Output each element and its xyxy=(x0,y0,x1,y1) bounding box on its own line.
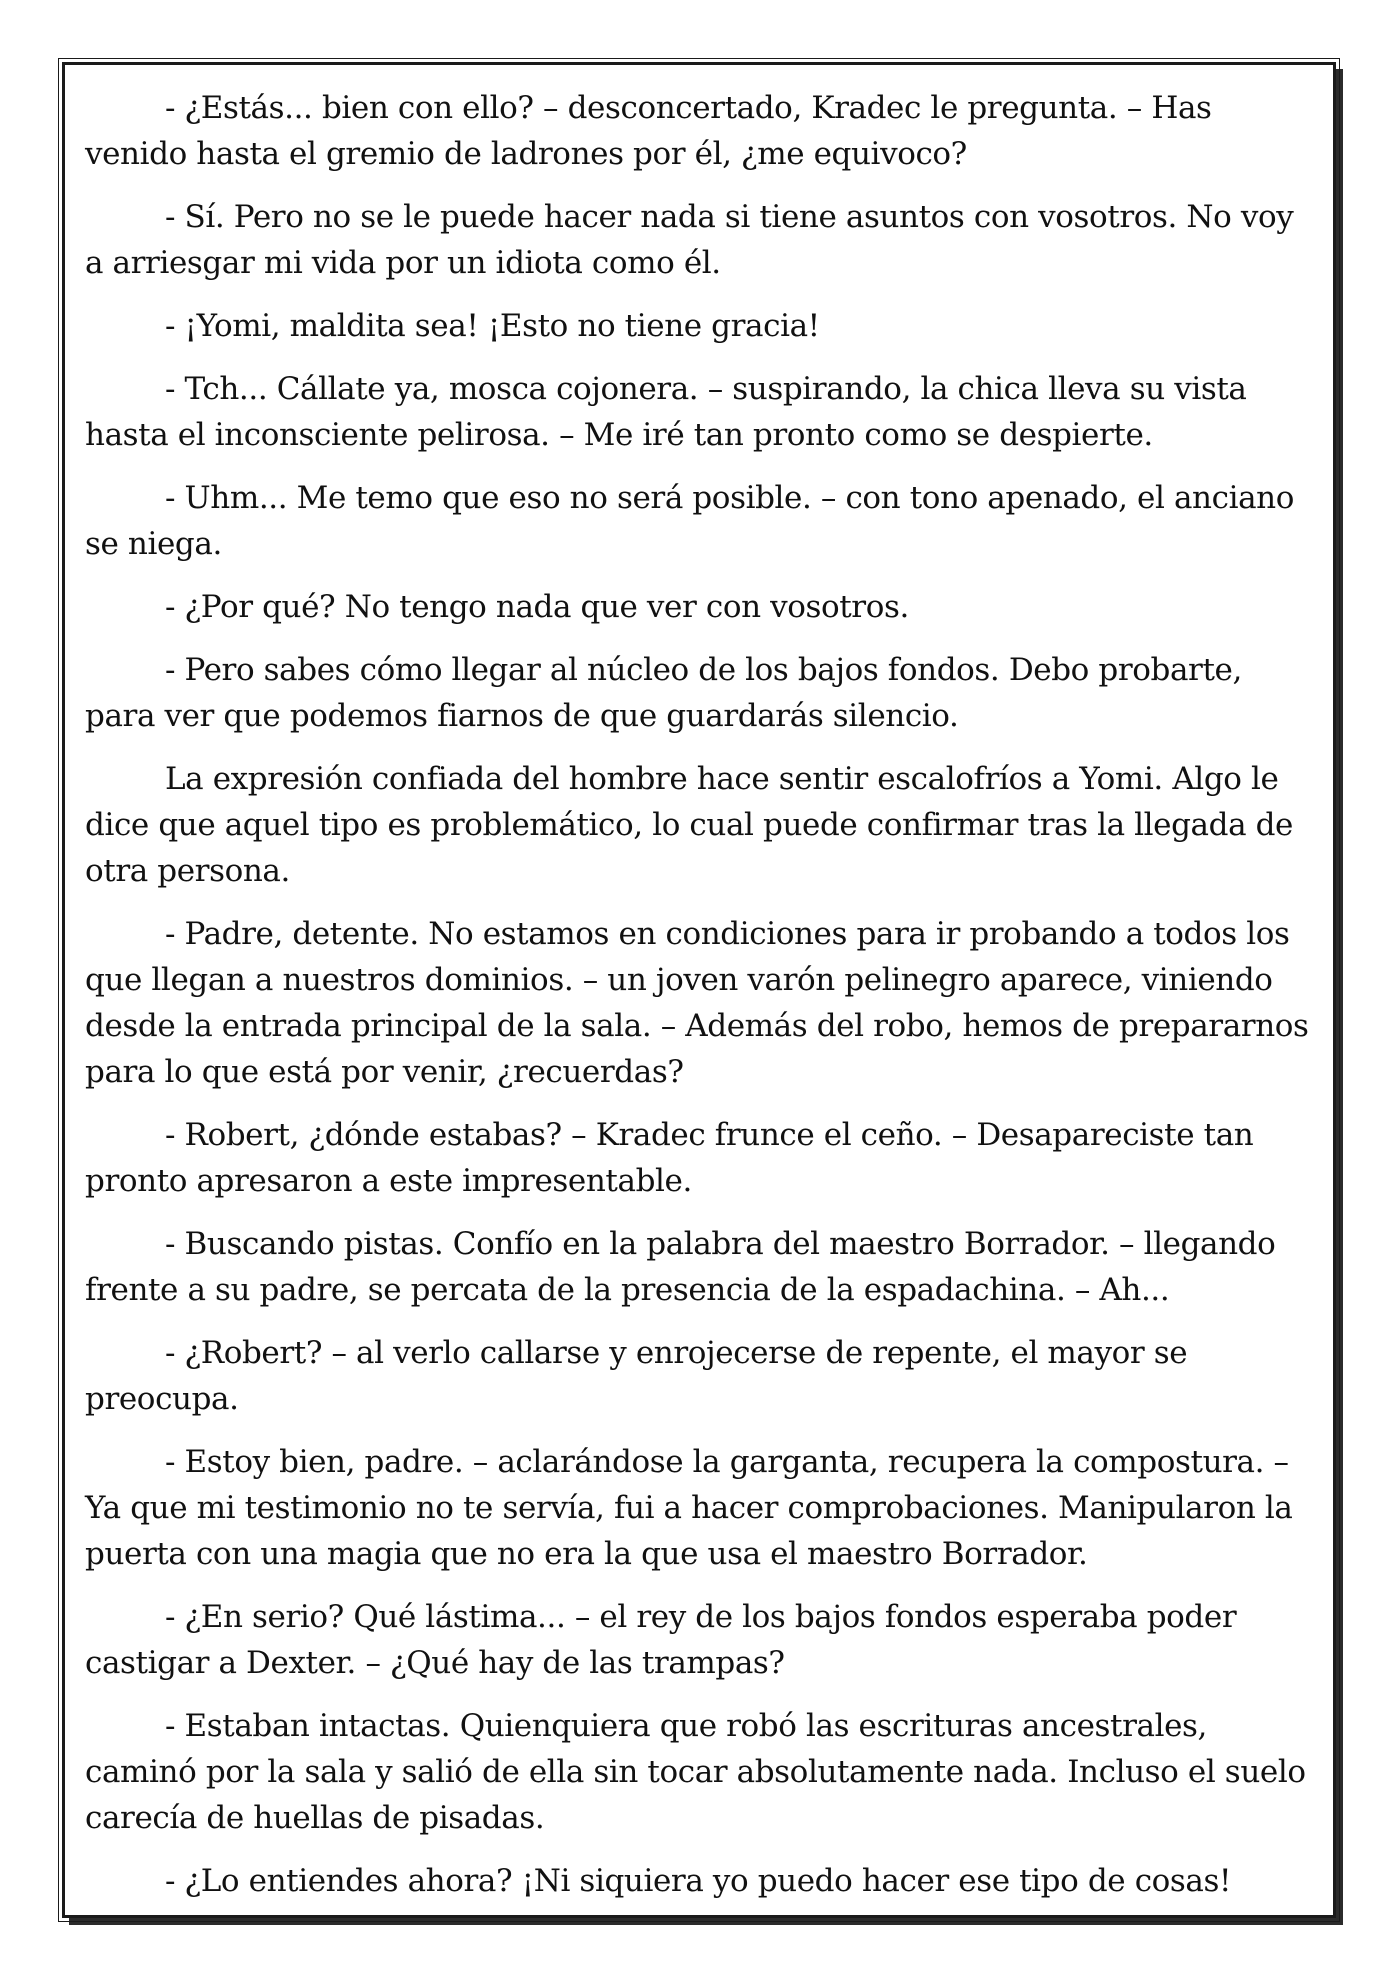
paragraph: - Uhm... Me temo que eso no será posible. – con tono apenado, el anciano se niega. xyxy=(85,480,1294,562)
paragraph: - ¿Robert? – al verlo callarse y enrojecerse de repente, el mayor se preocupa. xyxy=(85,1335,1188,1417)
paragraph: - Pero sabes cómo llegar al núcleo de los bajos fondos. Debo probarte, para ver que podemos fiarnos de que guardarás silencio. xyxy=(85,652,1242,734)
paragraph: - Estoy bien, padre. – aclarándose la garganta, recupera la compostura. – Ya que mi testimonio no te servía, fui a hacer comprobaciones. Manipularon la puerta con una magia que no era la que usa el maestro Borrador. xyxy=(85,1444,1293,1572)
paragraph: - ¿Estás... bien con ello? – desconcertado, Kradec le pregunta. – Has venido hasta el gremio de ladrones por él, ¿me equivoco? xyxy=(85,90,1212,172)
paragraph: - Sí. Pero no se le puede hacer nada si tiene asuntos con vosotros. No voy a arriesgar mi vida por un idiota como él. xyxy=(85,199,1294,281)
paragraph: - Robert, ¿dónde estabas? – Kradec frunce el ceño. – Desapareciste tan pronto apresaron a este impresentable. xyxy=(85,1117,1254,1199)
paragraph: - ¡Yomi, maldita sea! ¡Esto no tiene gracia! xyxy=(165,308,820,344)
page-frame xyxy=(62,62,1336,1918)
paragraph: - Estaban intactas. Quienquiera que robó las escrituras ancestrales, caminó por la sala y salió de ella sin tocar absolutamente nada. Incluso el suelo carecía de huellas de pisadas. xyxy=(85,1708,1306,1836)
paragraph: - ¿Por qué? No tengo nada que ver con vosotros. xyxy=(165,589,909,625)
paragraph: - Padre, detente. No estamos en condiciones para ir probando a todos los que llegan a nuestros dominios. – un joven varón pelinegro aparece, viniendo desde la entrada principal de la sala. – Además del robo, hemos de prepararnos para lo que está por venir, ¿recuerdas? xyxy=(85,916,1309,1090)
paragraph: La expresión confiada del hombre hace sentir escalofríos a Yomi. Algo le dice que aquel tipo es problemático, lo cual puede confirmar tras la llegada de otra persona. xyxy=(85,761,1293,889)
paragraph: - ¿En serio? Qué lástima... – el rey de los bajos fondos esperaba poder castigar a Dexter. – ¿Qué hay de las trampas? xyxy=(85,1599,1237,1681)
paragraph: - ¿Lo entiendes ahora? ¡Ni siquiera yo puedo hacer ese tipo de cosas! xyxy=(165,1863,1232,1899)
paragraph: - Tch... Cállate ya, mosca cojonera. – suspirando, la chica lleva su vista hasta el inconsciente pelirosa. – Me iré tan pronto como se despierte. xyxy=(85,371,1247,453)
document-body xyxy=(85,85,1313,1904)
paragraph: - Buscando pistas. Confío en la palabra del maestro Borrador. – llegando frente a su padre, se percata de la presencia de la espadachina. – Ah... xyxy=(85,1226,1276,1308)
